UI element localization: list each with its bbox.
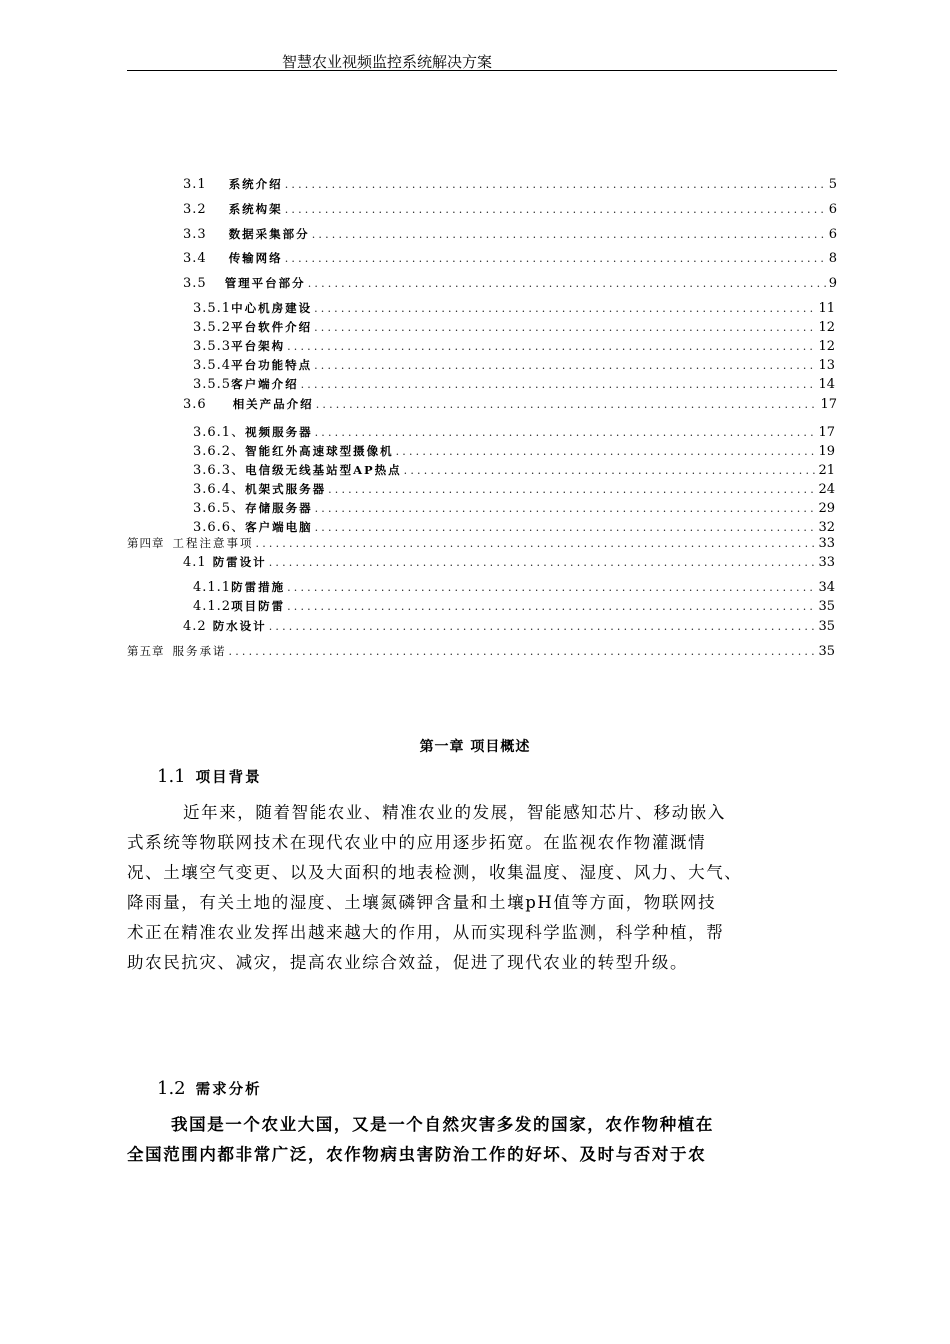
toc-number: 3.6 bbox=[183, 397, 207, 412]
toc-page: 33 bbox=[818, 536, 835, 551]
toc-leader bbox=[285, 203, 827, 216]
toc-page: 12 bbox=[818, 320, 835, 335]
toc-entry[interactable] bbox=[193, 598, 835, 616]
toc-label: 防雷设计 bbox=[212, 555, 267, 569]
toc-label: 系统构架 bbox=[228, 202, 283, 216]
toc-leader bbox=[396, 445, 817, 458]
toc-label: 系统介绍 bbox=[228, 177, 283, 191]
toc-entry[interactable] bbox=[193, 421, 835, 439]
section-heading bbox=[157, 1078, 262, 1099]
toc-page: 11 bbox=[818, 301, 835, 316]
toc-page: 33 bbox=[818, 555, 835, 570]
toc-page: 13 bbox=[818, 358, 835, 373]
toc-label: 电信级无线基站型AP热点 bbox=[245, 463, 402, 477]
section-title: 需求分析 bbox=[195, 1081, 262, 1098]
toc-entry[interactable] bbox=[193, 440, 835, 458]
toc-entry[interactable] bbox=[183, 275, 837, 293]
toc-leader bbox=[287, 600, 816, 613]
toc-label: 视频服务器 bbox=[245, 425, 313, 439]
toc-page: 8 bbox=[828, 251, 837, 266]
section-heading bbox=[157, 766, 262, 787]
toc-number: 3.5.3 bbox=[193, 339, 232, 354]
toc-label: 平台软件介绍 bbox=[231, 320, 313, 334]
toc-entry[interactable] bbox=[183, 176, 837, 194]
toc-page: 6 bbox=[828, 202, 837, 217]
toc-label: 平台功能特点 bbox=[231, 358, 313, 372]
paragraph-line: 我国是一个农业大国，又是一个自然灾害多发的国家，农作物种植在 bbox=[171, 1115, 714, 1134]
toc-page: 12 bbox=[818, 339, 835, 354]
toc-label: 存储服务器 bbox=[245, 501, 313, 515]
toc-entry[interactable] bbox=[193, 478, 835, 496]
toc-number: 4.1 bbox=[183, 555, 207, 570]
toc-number: 3.6.6、 bbox=[193, 520, 246, 535]
toc-leader bbox=[308, 277, 827, 290]
toc-number: 3.2 bbox=[183, 202, 207, 217]
toc-entry[interactable] bbox=[193, 516, 835, 534]
toc-entry[interactable] bbox=[127, 643, 835, 661]
toc-page: 29 bbox=[818, 501, 835, 516]
toc-leader bbox=[287, 581, 816, 594]
toc-page: 24 bbox=[818, 482, 835, 497]
toc-number: 4.1.2 bbox=[193, 599, 232, 614]
toc-leader bbox=[328, 483, 816, 496]
toc-leader bbox=[315, 502, 817, 515]
toc-leader bbox=[269, 556, 817, 569]
toc-page: 32 bbox=[818, 520, 835, 535]
toc-entry[interactable] bbox=[193, 459, 835, 477]
toc-page: 17 bbox=[818, 425, 835, 440]
toc-leader bbox=[315, 426, 817, 439]
toc-page: 14 bbox=[818, 377, 835, 392]
toc-label: 平台架构 bbox=[231, 339, 286, 353]
toc-entry[interactable] bbox=[193, 376, 835, 394]
toc-label: 防雷措施 bbox=[231, 580, 286, 594]
paragraph-line: 术正在精准农业发挥出越来越大的作用，从而实现科学监测，科学种植，帮 bbox=[127, 923, 725, 942]
toc-number: 第四章 bbox=[127, 536, 165, 550]
toc-leader bbox=[314, 359, 816, 372]
paragraph-line: 助农民抗灾、减灾，提高农业综合效益，促进了现代农业的转型升级。 bbox=[127, 953, 689, 972]
toc-label: 服务承诺 bbox=[172, 644, 227, 658]
toc-number: 3.6.2、 bbox=[193, 444, 246, 459]
toc-number: 3.6.5、 bbox=[193, 501, 246, 516]
toc-leader bbox=[285, 252, 827, 265]
section-paragraph bbox=[127, 1110, 839, 1170]
toc-label: 数据采集部分 bbox=[228, 227, 310, 241]
toc-entry[interactable] bbox=[183, 201, 837, 219]
section-paragraph bbox=[127, 798, 839, 978]
page-header bbox=[127, 50, 837, 71]
toc-label: 防水设计 bbox=[212, 619, 267, 633]
toc-label: 中心机房建设 bbox=[231, 301, 313, 315]
toc-number: 第五章 bbox=[127, 644, 165, 658]
toc-page: 6 bbox=[828, 227, 837, 242]
toc-number: 3.1 bbox=[183, 177, 207, 192]
toc-number: 3.5.1 bbox=[193, 301, 232, 316]
toc-entry[interactable] bbox=[193, 357, 835, 375]
toc-leader bbox=[312, 228, 827, 241]
paragraph-line: 况、土壤空气变更、以及大面积的地表检测，收集温度、湿度、风力、大气、 bbox=[127, 863, 743, 882]
toc-number: 3.5 bbox=[183, 276, 207, 291]
toc-page: 19 bbox=[818, 444, 835, 459]
section-title: 项目背景 bbox=[195, 769, 262, 786]
section-number: 1.1 bbox=[157, 766, 186, 787]
header-title: 智慧农业视频监控系统解决方案 bbox=[282, 53, 493, 71]
toc-leader bbox=[285, 178, 827, 191]
paragraph-line: 近年来，随着智能农业、精准农业的发展，智能感知芯片、移动嵌入 bbox=[183, 803, 726, 822]
toc-entry[interactable] bbox=[183, 226, 837, 244]
paragraph-line: 降雨量，有关土地的湿度、土壤氮磷钾含量和土壤pH值等方面，物联网技 bbox=[127, 893, 717, 912]
toc-entry[interactable] bbox=[193, 300, 835, 318]
chapter-title: 第一章 项目概述 bbox=[419, 739, 531, 755]
toc-entry[interactable] bbox=[183, 618, 835, 636]
toc-entry[interactable] bbox=[193, 319, 835, 337]
toc-number: 3.5.4 bbox=[193, 358, 232, 373]
toc-entry[interactable] bbox=[193, 338, 835, 356]
toc-page: 35 bbox=[818, 644, 835, 659]
toc-number: 4.2 bbox=[183, 619, 207, 634]
toc-leader bbox=[314, 321, 816, 334]
toc-leader bbox=[301, 378, 817, 391]
toc-label: 管理平台部分 bbox=[224, 276, 306, 290]
toc-page: 9 bbox=[828, 276, 837, 291]
toc-page: 5 bbox=[828, 177, 837, 192]
toc-label: 客户端介绍 bbox=[231, 377, 299, 391]
paragraph-line: 全国范围内都非常广泛，农作物病虫害防治工作的好坏、及时与否对于农 bbox=[127, 1145, 707, 1164]
toc-entry[interactable] bbox=[183, 250, 837, 268]
toc-number: 4.1.1 bbox=[193, 580, 232, 595]
toc-leader bbox=[287, 340, 816, 353]
toc-page: 35 bbox=[818, 599, 835, 614]
toc-label: 项目防雷 bbox=[231, 599, 286, 613]
toc-number: 3.4 bbox=[183, 251, 207, 266]
toc-number: 3.5.5 bbox=[193, 377, 232, 392]
toc-page: 17 bbox=[820, 397, 837, 412]
toc-label: 传输网络 bbox=[228, 251, 283, 265]
toc-leader bbox=[404, 464, 817, 477]
toc-leader bbox=[229, 645, 817, 658]
toc-entry[interactable] bbox=[183, 554, 835, 572]
toc-entry[interactable] bbox=[193, 497, 835, 515]
toc-number: 3.6.4、 bbox=[193, 482, 246, 497]
toc-label: 工程注意事项 bbox=[172, 536, 254, 550]
section-number: 1.2 bbox=[157, 1078, 186, 1099]
toc-number: 3.6.1、 bbox=[193, 425, 246, 440]
toc-number: 3.5.2 bbox=[193, 320, 232, 335]
paragraph-line: 式系统等物联网技术在现代农业中的应用逐步拓宽。在监视农作物灌溉情 bbox=[127, 833, 707, 852]
toc-leader bbox=[314, 302, 816, 315]
toc-leader bbox=[269, 620, 817, 633]
toc-page: 35 bbox=[818, 619, 835, 634]
toc-label: 智能红外高速球型摄像机 bbox=[245, 444, 394, 458]
toc-page: 34 bbox=[818, 580, 835, 595]
toc-label: 机架式服务器 bbox=[245, 482, 327, 496]
toc-entry[interactable] bbox=[193, 579, 835, 597]
toc-leader bbox=[256, 537, 817, 550]
toc-label: 相关产品介绍 bbox=[232, 397, 314, 411]
toc-leader bbox=[315, 521, 817, 534]
toc-leader bbox=[316, 398, 819, 411]
toc-label: 客户端电脑 bbox=[245, 520, 313, 534]
toc-number: 3.6.3、 bbox=[193, 463, 246, 478]
toc-entry[interactable] bbox=[183, 396, 837, 414]
toc-number: 3.3 bbox=[183, 227, 207, 242]
toc-page: 21 bbox=[818, 463, 835, 478]
toc-entry[interactable] bbox=[127, 535, 835, 553]
